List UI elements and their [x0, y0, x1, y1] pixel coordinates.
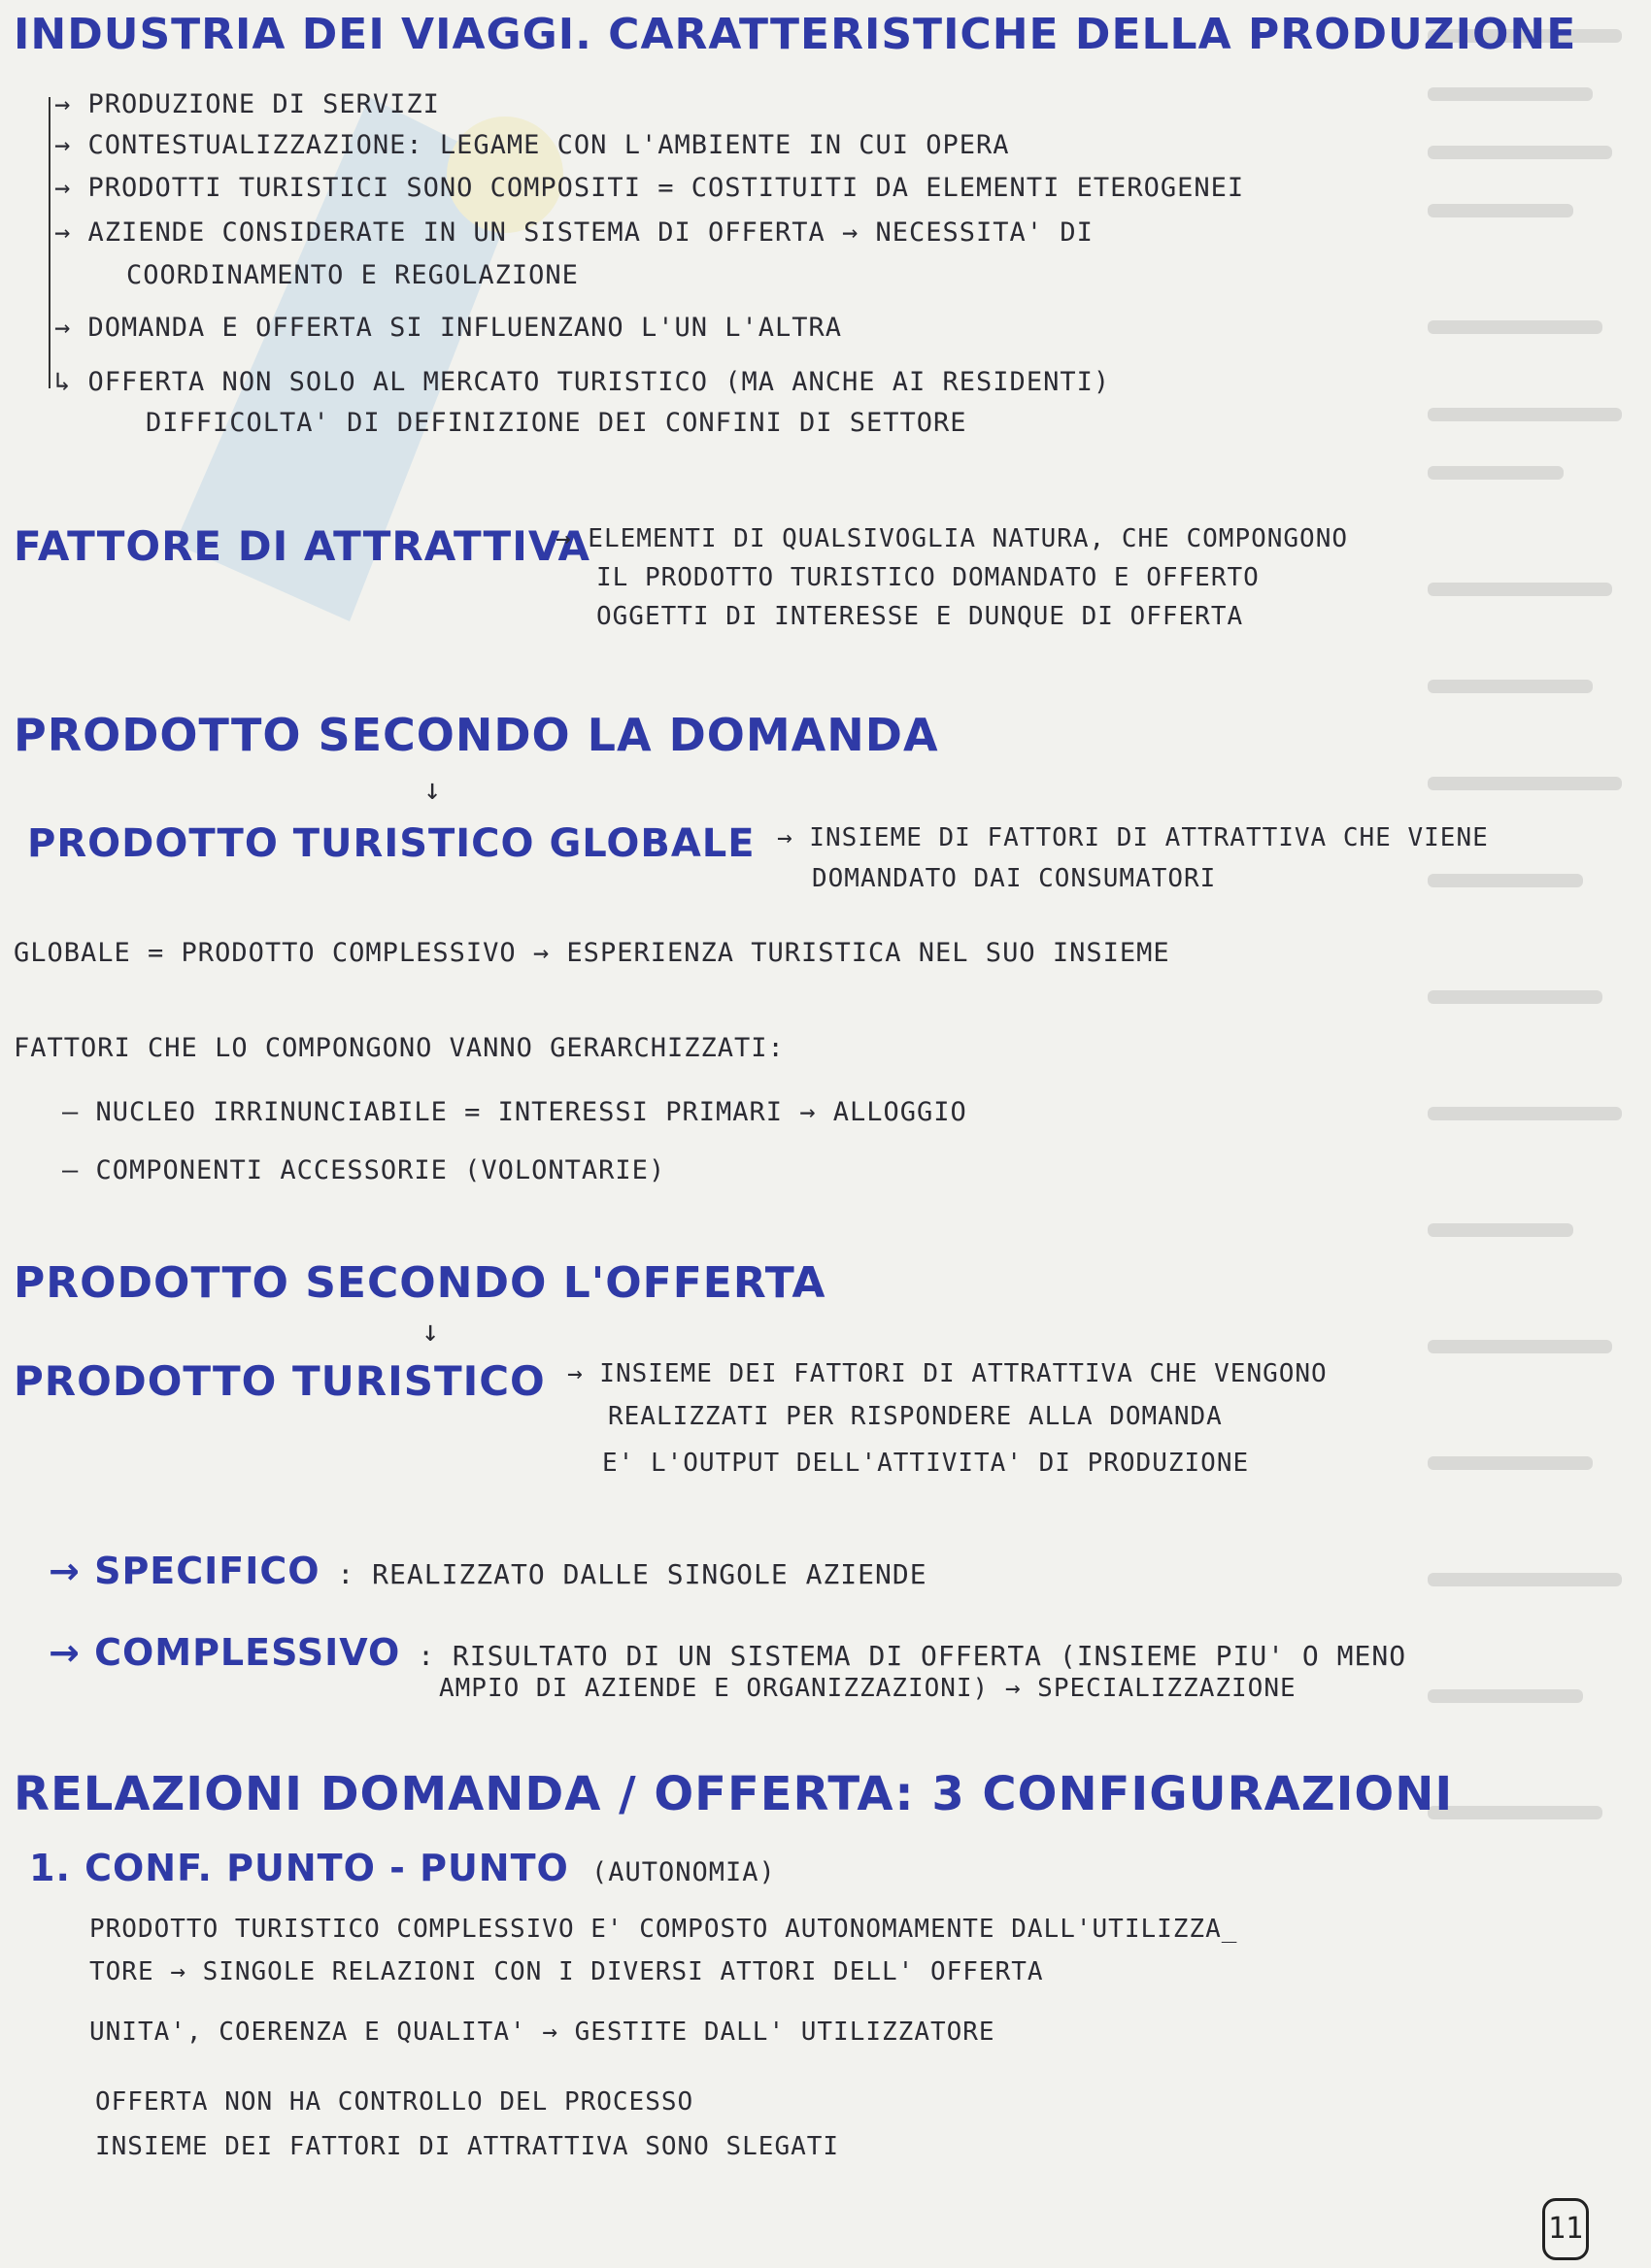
dash-item: — NUCLEO IRRINUNCIABILE = INTERESSI PRIMARI → ALLOGGIO	[62, 1097, 967, 1127]
dash-item: — COMPONENTI ACCESSORIE (VOLONTARIE)	[62, 1155, 666, 1185]
complessivo-item	[49, 1631, 1406, 1674]
config-note: (AUTONOMIA)	[590, 1857, 776, 1887]
bleed-through-text	[1428, 0, 1651, 2268]
specifico-item	[49, 1550, 927, 1592]
specifico-label: → SPECIFICO	[49, 1550, 320, 1592]
section-heading: PRODOTTO SECONDO LA DOMANDA	[14, 709, 939, 761]
bullet-item: → PRODUZIONE DI SERVIZI	[54, 89, 440, 119]
body-line: GLOBALE = PRODOTTO COMPLESSIVO → ESPERIENZA TURISTICA NEL SUO INSIEME	[14, 938, 1170, 968]
config-label: 1. CONF. PUNTO - PUNTO	[29, 1847, 569, 1889]
definition-line: → INSIEME DEI FATTORI DI ATTRATTIVA CHE VENGONO	[567, 1359, 1328, 1388]
definition-line: OGGETTI DI INTERESSE E DUNQUE DI OFFERTA	[596, 602, 1244, 631]
body-line: UNITA', COERENZA E QUALITA' → GESTITE DALL' UTILIZZATORE	[89, 2018, 995, 2047]
bullet-item: → PRODOTTI TURISTICI SONO COMPOSITI = COSTITUITI DA ELEMENTI ETEROGENEI	[54, 173, 1245, 203]
body-line: PRODOTTO TURISTICO COMPLESSIVO E' COMPOSTO AUTONOMAMENTE DALL'UTILIZZA_	[89, 1915, 1238, 1944]
sub-heading: PRODOTTO TURISTICO	[14, 1357, 546, 1405]
bullet-continuation: DIFFICOLTA' DI DEFINIZIONE DEI CONFINI DI SETTORE	[146, 408, 967, 438]
down-arrow: ↓	[421, 1315, 441, 1349]
config-heading	[29, 1847, 776, 1889]
definition-line: REALIZZATI PER RISPONDERE ALLA DOMANDA	[608, 1402, 1223, 1431]
body-line: OFFERTA NON HA CONTROLLO DEL PROCESSO	[95, 2087, 694, 2117]
section-heading: PRODOTTO SECONDO L'OFFERTA	[14, 1258, 826, 1308]
body-line: TORE → SINGOLE RELAZIONI CON I DIVERSI ATTORI DELL' OFFERTA	[89, 1957, 1044, 1986]
down-arrow: ↓	[423, 773, 443, 807]
bullet-item: → CONTESTUALIZZAZIONE: LEGAME CON L'AMBIENTE IN CUI OPERA	[54, 130, 1010, 160]
definition-line: DOMANDATO DAI CONSUMATORI	[812, 864, 1217, 893]
definition-line: E' L'OUTPUT DELL'ATTIVITA' DI PRODUZIONE	[602, 1449, 1250, 1478]
bullet-continuation: COORDINAMENTO E REGOLAZIONE	[126, 260, 579, 290]
definition-line: IL PRODOTTO TURISTICO DOMANDATO E OFFERTO	[596, 563, 1260, 592]
section-heading: RELAZIONI DOMANDA / OFFERTA: 3 CONFIGURAZIONI	[14, 1767, 1454, 1821]
complessivo-text: : RISULTATO DI UN SISTEMA DI OFFERTA (INSIEME PIU' O MENO	[418, 1640, 1407, 1672]
specifico-text: : REALIZZATO DALLE SINGOLE AZIENDE	[337, 1558, 927, 1590]
page-number: 11	[1542, 2198, 1589, 2260]
body-line: FATTORI CHE LO COMPONGONO VANNO GERARCHIZZATI:	[14, 1033, 785, 1063]
sub-heading: PRODOTTO TURISTICO GLOBALE	[27, 821, 756, 866]
bullet-item: → DOMANDA E OFFERTA SI INFLUENZANO L'UN L'ALTRA	[54, 313, 843, 343]
complessivo-label: → COMPLESSIVO	[49, 1631, 401, 1674]
definition-line: → INSIEME DI FATTORI DI ATTRATTIVA CHE VIENE	[777, 823, 1489, 852]
page-title: INDUSTRIA DEI VIAGGI. CARATTERISTICHE DELLA PRODUZIONE	[14, 10, 1577, 59]
bullet-item: → AZIENDE CONSIDERATE IN UN SISTEMA DI OFFERTA → NECESSITA' DI	[54, 217, 1094, 248]
section-heading: FATTORE DI ATTRATTIVA	[14, 522, 590, 570]
definition-line: → ELEMENTI DI QUALSIVOGLIA NATURA, CHE COMPONGONO	[556, 524, 1349, 553]
body-line: INSIEME DEI FATTORI DI ATTRATTIVA SONO SLEGATI	[95, 2132, 840, 2161]
bracket-line	[49, 97, 51, 388]
complessivo-continuation: AMPIO DI AZIENDE E ORGANIZZAZIONI) → SPECIALIZZAZIONE	[439, 1674, 1297, 1703]
bullet-item: ↳ OFFERTA NON SOLO AL MERCATO TURISTICO (MA ANCHE AI RESIDENTI)	[54, 367, 1111, 397]
